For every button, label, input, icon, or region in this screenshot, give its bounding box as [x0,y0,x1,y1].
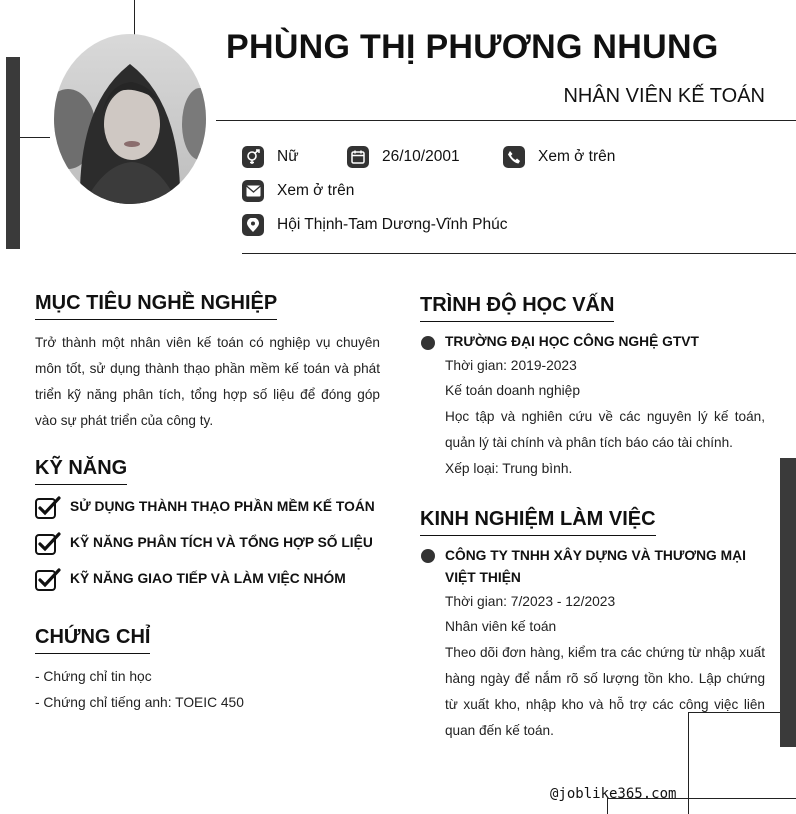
skill-item: KỸ NĂNG GIAO TIẾP VÀ LÀM VIỆC NHÓM [70,571,346,586]
skill-item: SỬ DỤNG THÀNH THẠO PHẦN MỀM KẾ TOÁN [70,499,375,514]
experience-position: Nhân viên kế toán [445,619,557,634]
phone-icon [503,146,525,168]
watermark-text: @joblike365.com [550,786,677,802]
experience-title: KINH NGHIỆM LÀM VIỆC [420,508,656,536]
education-description: Học tập và nghiên cứu về các nguyên lý kế toán, quản lý tài chính và phân tích báo cáo tài chính. [445,409,765,450]
bullet-dot-icon [421,336,435,350]
phone-value: Xem ở trên [538,148,616,165]
profile-photo [54,34,206,204]
location-pin-icon [242,214,264,236]
envelope-icon [242,180,264,202]
skill-item: KỸ NĂNG PHÂN TÍCH VÀ TỔNG HỢP SỐ LIỆU [70,535,373,550]
email-value: Xem ở trên [277,182,355,199]
checkbox-checked-icon [35,496,61,520]
gender-value: Nữ [277,148,299,165]
education-rank: Xếp loại: Trung bình. [445,461,573,476]
left-accent-tick [20,137,50,138]
calendar-icon [347,146,369,168]
job-title: NHÂN VIÊN KẾ TOÁN [563,85,765,107]
objective-text: Trở thành một nhân viên kế toán có nghiệp vụ chuyên môn tốt, sử dụng thành thạo phần mềm kế toán và phát triển kỹ năng phân tích, tổng hợp số liệu để đóng góp vào sự phát triển của công ty. [35,335,380,428]
candidate-name: PHÙNG THỊ PHƯƠNG NHUNG [226,28,719,66]
address-value: Hội Thịnh-Tam Dương-Vĩnh Phúc [277,216,508,233]
education-major: Kế toán doanh nghiệp [445,383,581,398]
header-rule-bottom [242,253,796,254]
company-name: CÔNG TY TNHH XÂY DỰNG VÀ THƯƠNG MẠI VIỆT THIỆN [445,548,746,585]
checkbox-checked-icon [35,532,61,556]
bullet-dot-icon [421,549,435,563]
school-name: TRƯỜNG ĐẠI HỌC CÔNG NGHỆ GTVT [445,334,699,349]
checkbox-checked-icon [35,568,61,592]
objective-title: MỤC TIÊU NGHỀ NGHIỆP [35,292,277,320]
experience-time: Thời gian: 7/2023 - 12/2023 [445,594,616,609]
certificate-item: - Chứng chỉ tin học [35,669,152,684]
gender-icon [242,146,264,168]
top-vertical-line [134,0,135,36]
right-accent-bar [780,458,796,747]
birthday-value: 26/10/2001 [382,148,460,165]
education-time: Thời gian: 2019-2023 [445,358,577,373]
certificate-item: - Chứng chỉ tiếng anh: TOEIC 450 [35,695,244,710]
experience-description: Theo dõi đơn hàng, kiểm tra các chứng từ nhập xuất hàng ngày để nắm rõ số lượng tồn kho. Lập chứng từ xuất kho, nhập kho và hỗ trợ các công việc liên quan đến kế toán. [445,645,765,738]
header-rule-top [216,120,796,121]
education-title: TRÌNH ĐỘ HỌC VẤN [420,294,614,322]
skills-title: KỸ NĂNG [35,457,127,485]
certificates-title: CHỨNG CHỈ [35,626,150,654]
